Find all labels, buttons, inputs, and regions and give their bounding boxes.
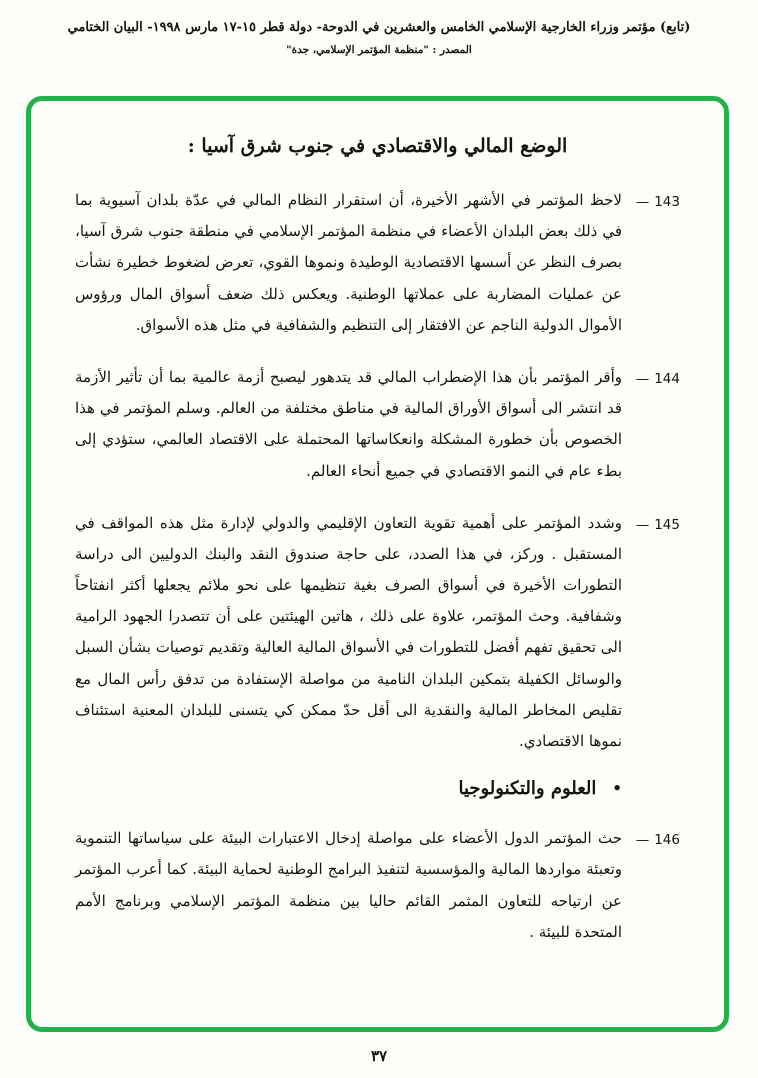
header-title-line: (تابع) مؤتمر وزراء الخارجية الإسلامي الخامس والعشرين في الدوحة- دولة قطر ١٥-١٧ مارس ١٩٩٨- البيان الختامي xyxy=(67,20,691,35)
paragraph-number xyxy=(622,362,680,487)
paragraph-143 xyxy=(75,185,680,341)
page-number: ٣٧ xyxy=(370,1047,388,1065)
item-dash: — xyxy=(635,516,650,533)
item-dash: — xyxy=(635,370,650,387)
paragraph-number-value: 144 xyxy=(654,370,680,387)
paragraph-144 xyxy=(75,362,680,487)
subsection-heading xyxy=(75,778,622,799)
item-dash: — xyxy=(635,194,650,210)
section-title: الوضع المالي والاقتصادي في جنوب شرق آسيا : xyxy=(187,135,568,157)
paragraph-text: لاحظ المؤتمر في الأشهر الأخيرة، أن استقرار النظام المالي في عدّة بلدان آسيوية بما في ذلك بعض البلدان الأعضاء في منظمة المؤتمر الإسلامي في منطقة جنوب شرق آسيا، بصرف النظر عن أسسها الاقتصادية الوطيدة ونموها القوي، تعرض لضغوط خطيرة نشأت عن عمليات المضاربة على عملاتها الوطنية. ويعكس ذلك ضعف أسواق المال ورؤوس الأموال الدولية الناجم عن الافتقار إلى التنظيم والشفافية في مثل هذه الأسواق. xyxy=(75,191,622,334)
paragraph-number-value: 146 xyxy=(654,832,680,849)
paragraph-146 xyxy=(75,823,680,948)
paragraph-145 xyxy=(75,508,680,758)
paragraph-number-value: 143 xyxy=(654,194,680,210)
document-body xyxy=(31,101,724,948)
paragraph-number-value: 145 xyxy=(654,516,680,533)
paragraph-text: وأقر المؤتمر بأن هذا الإضطراب المالي قد يتدهور ليصبح أزمة عالمية بما أن تأثير الأزمة قد انتشر الى أسواق الأوراق المالية في مناطق مختلفة من العالم. وسلم المؤتمر في هذا الخصوص بأن خطورة المشكلة وانعكاساتها المحتملة على الاقتصاد العالمي، ستؤدي إلى بطء عام في النمو الاقتصادي في جميع أنحاء العالم. xyxy=(75,367,622,480)
document-header xyxy=(0,0,758,56)
paragraph-number xyxy=(622,823,680,948)
paragraph-text: حث المؤتمر الدول الأعضاء على مواصلة إدخال الاعتبارات البيئة على سياساتها التنموية وتعبئة مواردها المالية والمؤسسية لتنفيذ البرامج الوطنية لحماية البيئة. كما أعرب المؤتمر عن ارتياحه للتعاون المثمر القائم حاليا بين منظمة المؤتمر الإسلامي وبرنامج الأمم المتحدة للبيئة . xyxy=(75,829,622,941)
paragraph-number xyxy=(622,185,680,341)
paragraph-number xyxy=(622,508,680,758)
item-dash: — xyxy=(635,832,650,849)
content-frame xyxy=(26,96,729,1032)
bullet-icon: • xyxy=(612,779,622,798)
subsection-title: العلوم والتكنولوجيا xyxy=(458,778,597,800)
header-source-line: المصدر : "منظمة المؤتمر الإسلامي، جدة" xyxy=(286,44,472,56)
paragraph-text: وشدد المؤتمر على أهمية تقوية التعاون الإقليمي والدولي لإدارة مثل هذه المواقف في المستقبل . وركز، في هذا الصدد، على حاجة صندوق النقد والبنك الدوليين الى دراسة التطورات الأخيرة في أسواق الصرف بغية تنظيمها على نحو ملائم يجعلها أكثر انفتاحاً وشفافية. وحث المؤتمر، علاوة على ذلك ، هاتين الهيئتين على أن تتصدرا الجهود الرامية الى تحقيق تفهم أفضل للتطورات في الأسواق المالية العالية وتقديم توصيات بشأن السبل والوسائل الكفيلة بتمكين البلدان النامية من مواصلة الإستفادة من تدفق رأس المال مع تقليص المخاطر المالية والنقدية الى أقل حدّ ممكن كي يتسنى للبلدان المعنية استئناف نموها الاقتصادي. xyxy=(75,513,622,750)
